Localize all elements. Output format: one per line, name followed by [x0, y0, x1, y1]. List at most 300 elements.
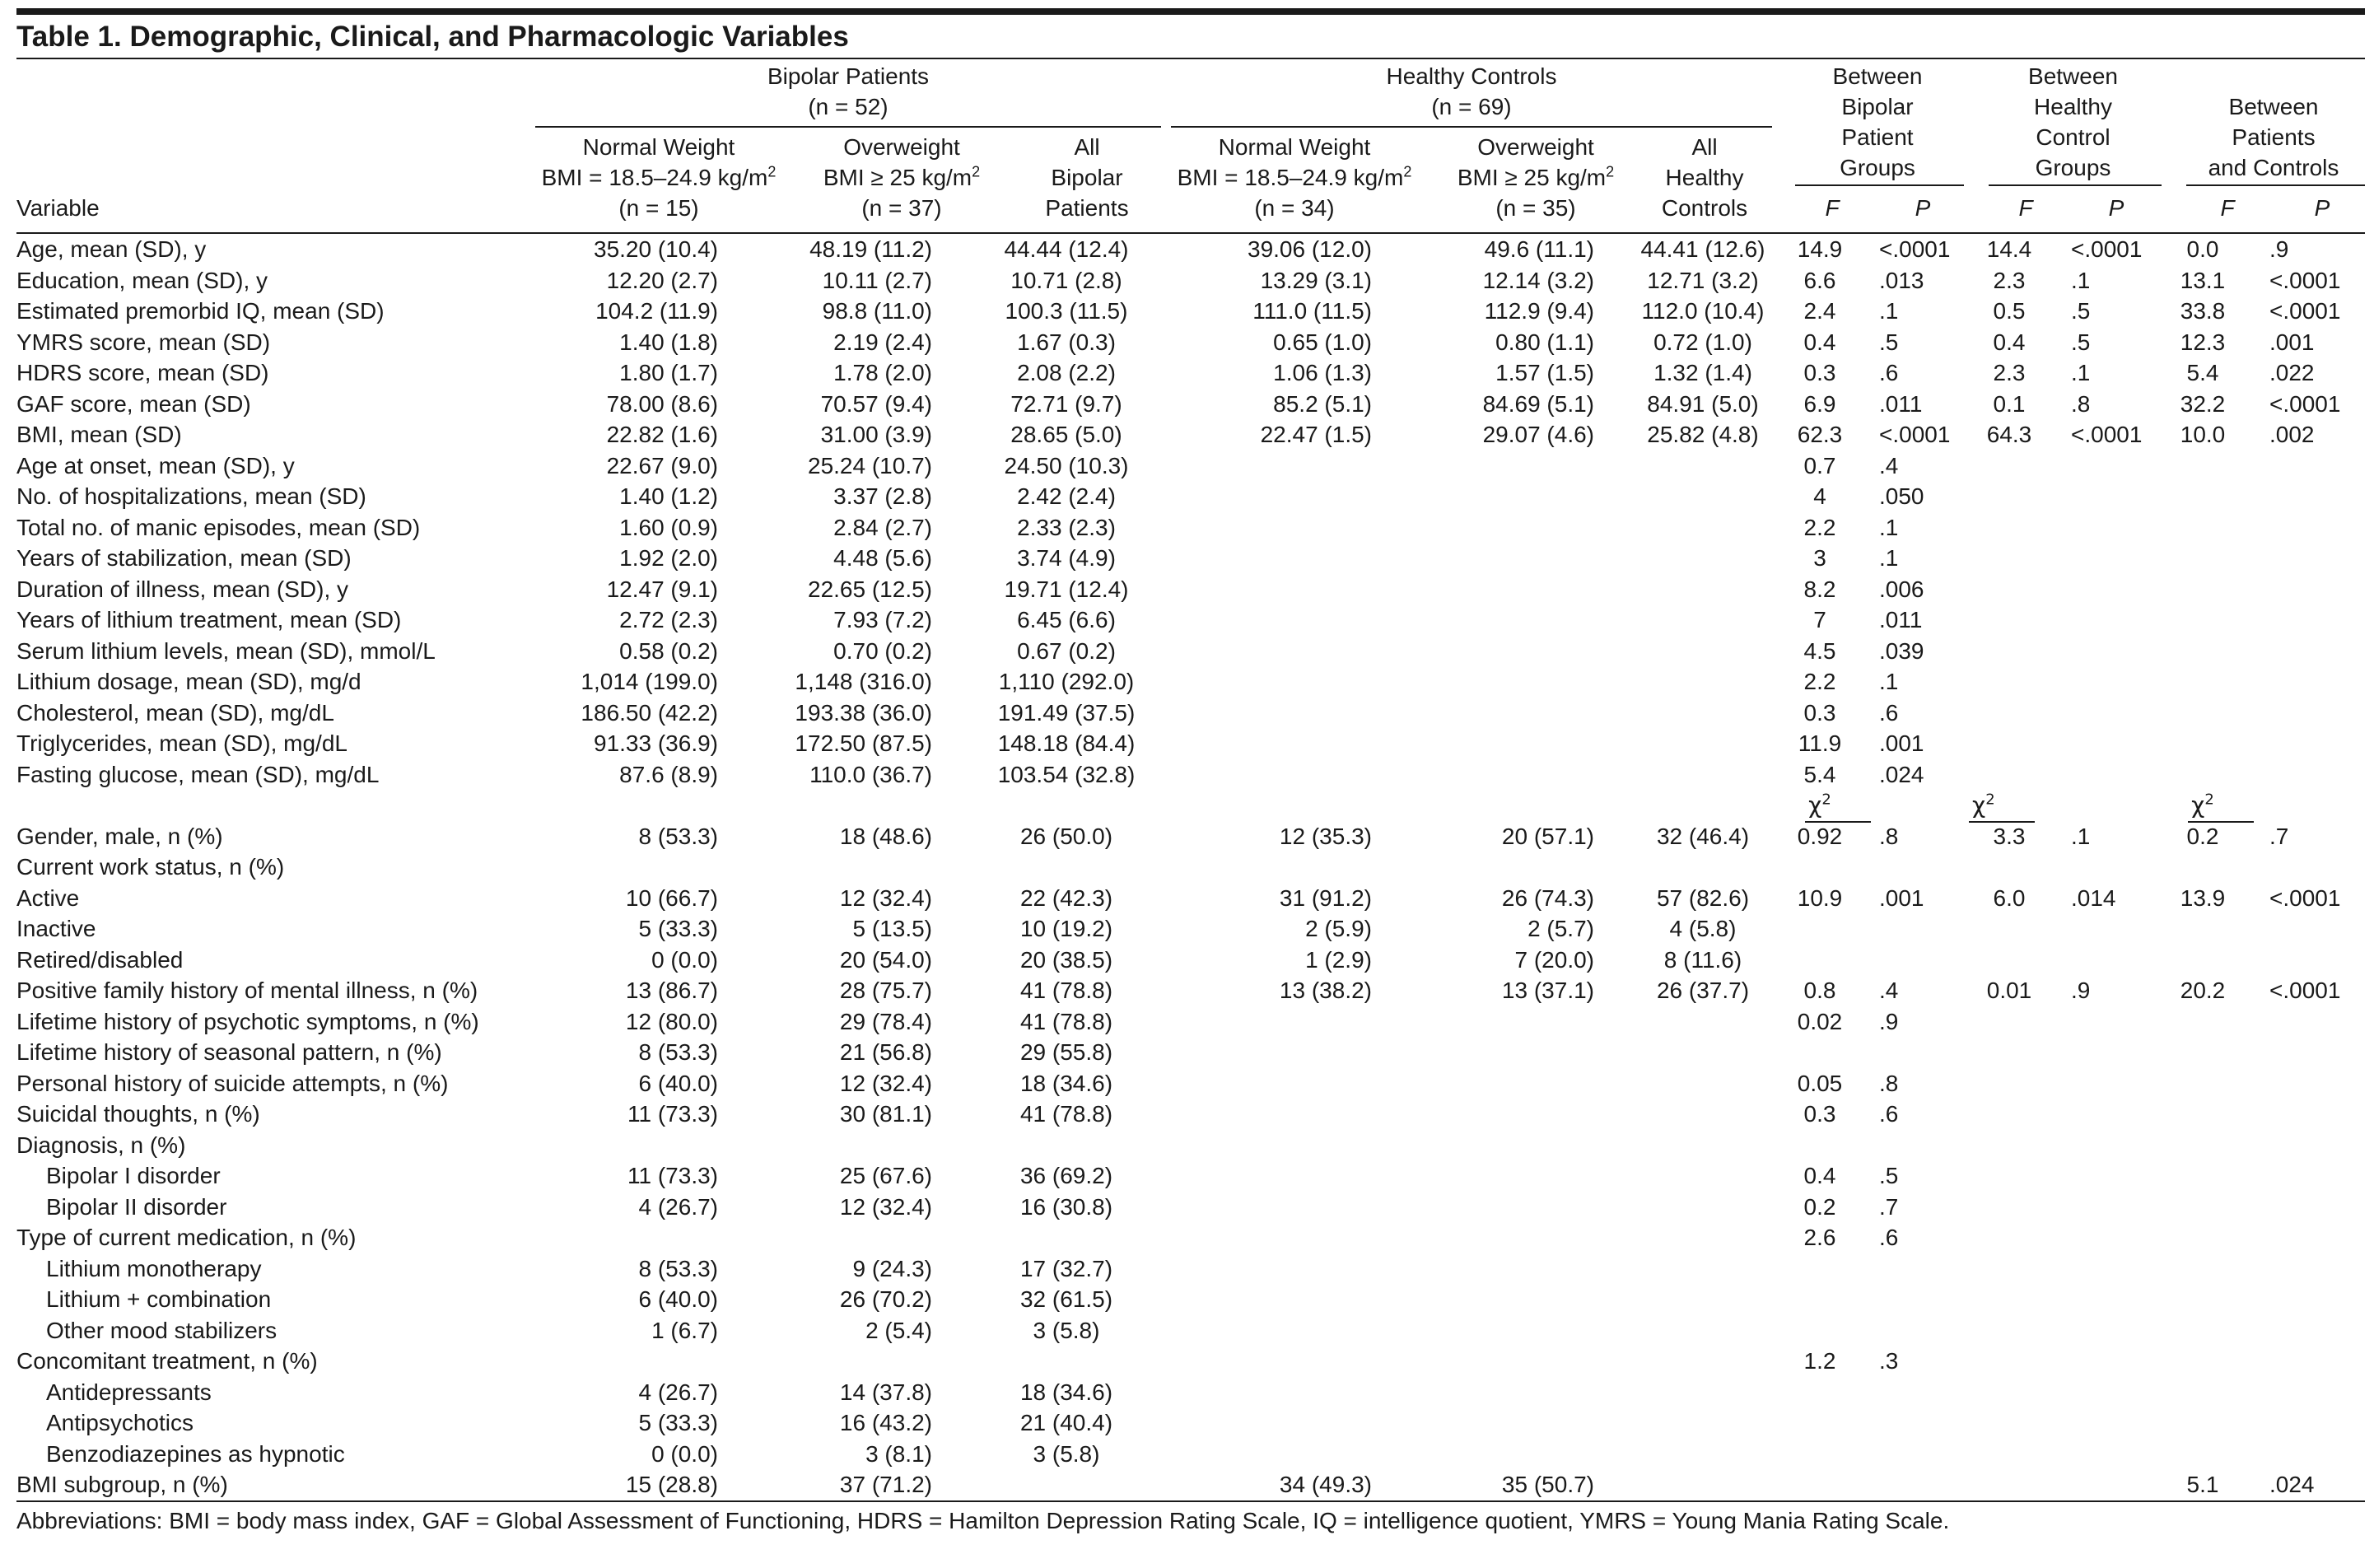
table-cell: 32 (46.4): [1656, 823, 1750, 849]
bipolar-group-heading: Bipolar Patients: [767, 63, 930, 89]
table-cell: 25 (67.6): [839, 1163, 932, 1188]
table-row: [16, 296, 2365, 327]
table-cell: 29 (55.8): [1019, 1039, 1113, 1065]
table-cell: .014: [2071, 884, 2116, 911]
table-cell: 11 (73.3): [627, 1101, 718, 1127]
table-cell: 41 (78.8): [1019, 1101, 1113, 1127]
table-cell: 35.20 (10.4): [594, 236, 718, 262]
row-label: Antipsychotics: [46, 1410, 194, 1435]
table-cell: 6 (40.0): [638, 1286, 718, 1312]
table-cell: 70.57 (9.4): [820, 390, 932, 417]
table-cell: [2248, 1222, 2365, 1253]
table-cell: 0 (0.0): [651, 1440, 718, 1467]
table-cell: [1779, 913, 1861, 945]
table-cell: [1972, 728, 2046, 759]
table-cell: [2248, 945, 2365, 976]
table-cell: 104.2 (11.9): [595, 298, 718, 324]
table-cell: [2046, 1439, 2157, 1470]
table-cell: [1627, 1192, 1779, 1223]
table-cell: 30 (81.1): [839, 1101, 932, 1127]
table-cell: <.0001: [2269, 978, 2341, 1003]
table-cell: 2.08 (2.2): [1017, 360, 1116, 385]
row-label: BMI, mean (SD): [16, 422, 182, 447]
row-label: Type of current medication, n (%): [16, 1225, 357, 1250]
table-cell: [1627, 1439, 1779, 1470]
table-cell: [1425, 450, 1627, 482]
table-cell: 0.70 (0.2): [833, 637, 932, 664]
table-cell: [2157, 543, 2248, 574]
table-cell: [1972, 1284, 2046, 1315]
table-row: [16, 481, 2365, 512]
table-cell: [2046, 1006, 2157, 1038]
table-cell: 7: [1813, 607, 1826, 632]
table-cell: 5.4: [1803, 761, 1836, 787]
table-cell: [1972, 1377, 2046, 1408]
bipolar-spanner-rule: [535, 126, 1161, 128]
table-cell: [1425, 1099, 1627, 1130]
table-cell: [1627, 1006, 1779, 1038]
col-bp-all-l2: Bipolar: [1051, 165, 1123, 190]
col-hc-all-l2: Healthy: [1665, 165, 1744, 190]
continuous-rows: [16, 234, 2365, 790]
table-cell: 13 (86.7): [625, 978, 718, 1003]
table-cell: [2157, 1439, 2248, 1470]
table-cell: [1779, 945, 1861, 976]
top-rule: [16, 8, 2365, 15]
table-cell: [1627, 1377, 1779, 1408]
table-cell: 4: [1813, 483, 1826, 509]
table-cell: [1161, 1439, 1425, 1470]
table-cell: 2.84 (2.7): [833, 514, 932, 540]
table-cell: 10.11 (2.7): [822, 267, 932, 293]
table-cell: [2046, 1253, 2157, 1285]
table-cell: [1161, 1130, 1425, 1161]
col-between-pc-l1: Between: [2228, 94, 2319, 119]
table-cell: [1972, 1469, 2046, 1501]
table-cell: [1627, 1407, 1779, 1439]
table-cell: .024: [1879, 761, 1924, 787]
col-between-pc-f: F: [2220, 195, 2235, 221]
table-cell: .039: [1879, 637, 1924, 664]
col-between-hc-l3: Control: [2036, 124, 2110, 150]
table-cell: [1972, 1130, 2046, 1161]
table-cell: 18 (34.6): [1019, 1379, 1113, 1405]
table-cell: [2157, 913, 2248, 945]
table-cell: 2.6: [1803, 1225, 1836, 1250]
table-row: [16, 790, 2365, 821]
table-cell: .013: [1879, 267, 1924, 293]
table-cell: [1161, 1160, 1425, 1192]
table-cell: [1425, 512, 1627, 544]
table-cell: 3 (5.8): [1033, 1317, 1100, 1343]
table-cell: 10.0: [2180, 422, 2226, 447]
table-cell: .8: [1879, 823, 1899, 849]
table-cell: [1161, 1068, 1425, 1099]
table-cell: [1161, 1407, 1425, 1439]
table-cell: .002: [2269, 422, 2315, 447]
table-cell: 32.2: [2180, 390, 2226, 417]
table-cell: [1161, 852, 1425, 883]
table-cell: 7 (20.0): [1514, 946, 1594, 973]
table-cell: [1161, 574, 1425, 605]
table-cell: 18 (34.6): [1019, 1070, 1113, 1096]
table-row: [16, 1068, 2365, 1099]
col-between-bp-l1: Between: [1832, 63, 1923, 89]
row-label: Duration of illness, mean (SD), y: [16, 576, 349, 602]
table-cell: [2248, 1099, 2365, 1130]
table-cell: [2248, 543, 2365, 574]
footnote: Abbreviations: BMI = body mass index, GAF = Global Assessment of Functioning, HDRS = Hamilton Depression Rating Scale, IQ = intelligence quotient, YMRS = Young Mania Rating Scale.: [16, 1507, 1950, 1533]
table-cell: 48.19 (11.2): [809, 236, 932, 262]
table-cell: <.0001: [1879, 422, 1951, 447]
table-row: [16, 883, 2365, 914]
table-cell: 10 (19.2): [1019, 916, 1113, 941]
table-cell: .5: [1879, 329, 1899, 355]
chi-label-hc: $\chi^2$: [1972, 790, 2046, 821]
table-row: [16, 636, 2365, 667]
row-label: Cholesterol, mean (SD), mg/dL: [16, 699, 334, 726]
table-cell: [1627, 1068, 1779, 1099]
table-cell: 2.42 (2.4): [1017, 483, 1116, 509]
table-cell: [552, 1346, 767, 1377]
table-cell: 111.0 (11.5): [1252, 298, 1372, 324]
table-cell: <.0001: [2269, 267, 2341, 293]
table-cell: 0.01: [1986, 978, 2032, 1003]
table-cell: [2046, 481, 2157, 512]
table-cell: [2046, 1037, 2157, 1068]
table-cell: [2248, 728, 2365, 759]
table-cell: 2 (5.9): [1305, 916, 1372, 941]
table-cell: .1: [2071, 823, 2091, 849]
table-cell: [1972, 636, 2046, 667]
table-cell: [1161, 1222, 1425, 1253]
table-cell: 12.20 (2.7): [606, 267, 718, 293]
table-cell: [2157, 1222, 2248, 1253]
table-cell: [1161, 636, 1425, 667]
table-cell: [1972, 759, 2046, 791]
table-cell: .022: [2269, 360, 2315, 385]
table-cell: [2248, 1160, 2365, 1192]
table-cell: 12 (35.3): [1279, 823, 1372, 849]
col-bp-all-l1: All: [1074, 134, 1100, 160]
table-cell: 4 (26.7): [638, 1193, 718, 1220]
table-row: [16, 1192, 2365, 1223]
table-cell: [1161, 1346, 1425, 1377]
table-row: [16, 1315, 2365, 1346]
table-cell: 0.2: [1803, 1193, 1836, 1220]
row-label: Current work status, n (%): [16, 854, 285, 880]
col-hc-all-l3: Controls: [1661, 195, 1748, 221]
col-hc-over-l1: Overweight: [1477, 134, 1594, 160]
table-cell: 110.0 (36.7): [809, 761, 932, 787]
table-cell: [2157, 574, 2248, 605]
table-cell: [2157, 636, 2248, 667]
table-cell: 87.6 (8.9): [619, 761, 718, 787]
row-label: Benzodiazepines as hypnotic: [46, 1440, 345, 1467]
table-cell: [1161, 450, 1425, 482]
table-cell: .7: [1879, 1193, 1899, 1220]
chi-label-bp: $\chi^2$: [1779, 790, 1861, 821]
table-cell: [1861, 1439, 1972, 1470]
table-cell: .4: [1879, 978, 1899, 1003]
table-row: [16, 1346, 2365, 1377]
table-cell: .6: [1879, 699, 1899, 726]
table-cell: [1161, 1377, 1425, 1408]
table-cell: 13.9: [2180, 884, 2226, 911]
table-cell: .001: [1879, 884, 1924, 911]
table-cell: [1779, 1037, 1861, 1068]
table-cell: [1627, 1099, 1779, 1130]
row-label: Serum lithium levels, mean (SD), mmol/L: [16, 637, 436, 664]
table-cell: [1779, 1284, 1861, 1315]
table-cell: [2046, 450, 2157, 482]
row-label: Triglycerides, mean (SD), mg/dL: [16, 730, 347, 756]
table-cell: [1161, 666, 1425, 698]
table-cell: [552, 852, 767, 883]
table-cell: [1425, 1315, 1627, 1346]
table-cell: [2046, 1130, 2157, 1161]
col-bp-over-l1: Overweight: [843, 134, 960, 160]
table-row: [16, 913, 2365, 945]
data-table: [16, 234, 2365, 1502]
row-label: Concomitant treatment, n (%): [16, 1348, 318, 1374]
table-cell: 1.40 (1.8): [619, 329, 718, 355]
table-cell: 37 (71.2): [839, 1472, 932, 1497]
table-cell: [1972, 945, 2046, 976]
table-cell: [1425, 1439, 1627, 1470]
table-cell: [2046, 1469, 2157, 1501]
table-cell: [2046, 636, 2157, 667]
table-cell: 4.5: [1803, 637, 1836, 664]
col-between-hc-p: P: [2108, 195, 2124, 221]
col-variable: Variable: [16, 195, 100, 221]
col-between-pc-l3: and Controls: [2208, 155, 2339, 180]
col-hc-normal-l1: Normal Weight: [1218, 134, 1371, 160]
table-cell: [1161, 1315, 1425, 1346]
row-label: Personal history of suicide attempts, n (%): [16, 1070, 449, 1096]
col-between-hc-l2: Healthy: [2034, 94, 2112, 119]
table-cell: .5: [1879, 1163, 1899, 1188]
table-cell: [2046, 1160, 2157, 1192]
table-cell: [1627, 1222, 1779, 1253]
row-label: Years of stabilization, mean (SD): [16, 545, 352, 571]
table-cell: [2157, 1377, 2248, 1408]
table-cell: 12 (80.0): [625, 1008, 718, 1034]
table-cell: 2.2: [1803, 669, 1836, 694]
table-cell: <.0001: [2269, 884, 2341, 911]
table-cell: [1779, 1130, 1861, 1161]
table-cell: [1627, 852, 1779, 883]
row-label: Age at onset, mean (SD), y: [16, 452, 295, 478]
table-cell: [1861, 1315, 1972, 1346]
table-cell: [2248, 1315, 2365, 1346]
table-cell: [2248, 698, 2365, 729]
table-cell: 19.71 (12.4): [1004, 576, 1129, 602]
col-hc-normal-l2: BMI = 18.5–24.9 $kg/m^2$: [1177, 163, 1412, 190]
table-cell: 148.18 (84.4): [997, 730, 1136, 756]
table-cell: 22.82 (1.6): [606, 422, 718, 447]
chi-label-pc: $\chi^2$: [2157, 790, 2248, 821]
table-cell: 12 (32.4): [839, 884, 932, 911]
table-cell: .6: [1879, 360, 1899, 385]
table-cell: [1861, 913, 1972, 945]
table-cell: [1425, 1037, 1627, 1068]
table-cell: [1972, 604, 2046, 636]
col-between-bp-l4: Groups: [1840, 155, 1915, 180]
table-cell: [1425, 1407, 1627, 1439]
table-cell: .1: [1879, 514, 1899, 540]
table-cell: [1972, 1407, 2046, 1439]
table-cell: [1161, 604, 1425, 636]
table-row: [16, 327, 2365, 358]
row-label: Positive family history of mental illness, n (%): [16, 978, 478, 1003]
table-row: [16, 1160, 2365, 1192]
table-cell: [1161, 698, 1425, 729]
row-label: Fasting glucose, mean (SD), mg/dL: [16, 761, 380, 787]
table-cell: [1972, 1160, 2046, 1192]
table-row: [16, 821, 2365, 852]
table-cell: 0.65 (1.0): [1273, 329, 1372, 355]
table-cell: [2157, 1346, 2248, 1377]
table-cell: 6.9: [1803, 390, 1836, 417]
table-cell: [1861, 852, 1972, 883]
col-between-hc-l1: Between: [2028, 63, 2118, 89]
table-cell: [1627, 1160, 1779, 1192]
table-cell: [2248, 913, 2365, 945]
table-cell: 2.33 (2.3): [1017, 514, 1116, 540]
table-cell: 6 (40.0): [638, 1070, 718, 1096]
table-cell: [2046, 852, 2157, 883]
table-cell: 33.8: [2180, 298, 2226, 324]
table-cell: 18 (48.6): [839, 823, 932, 849]
table-cell: 44.41 (12.6): [1640, 236, 1765, 262]
table-cell: 5.1: [2186, 1472, 2219, 1497]
table-cell: 11 (73.3): [627, 1163, 718, 1188]
row-label: Inactive: [16, 916, 96, 941]
table-cell: 0.0: [2186, 236, 2219, 262]
table-cell: [1425, 759, 1627, 791]
table-cell: [1627, 604, 1779, 636]
row-label: Suicidal thoughts, n (%): [16, 1101, 260, 1127]
table-cell: 72.71 (9.7): [1010, 390, 1122, 417]
table-cell: 0.7: [1803, 452, 1836, 478]
table-cell: [1972, 481, 2046, 512]
table-cell: [1972, 913, 2046, 945]
table-cell: [2157, 1284, 2248, 1315]
table-cell: [1627, 450, 1779, 482]
row-label: Gender, male, n (%): [16, 823, 223, 849]
table-cell: .050: [1879, 483, 1924, 509]
table-cell: [972, 852, 1161, 883]
table-cell: [2046, 1068, 2157, 1099]
table-cell: [1627, 666, 1779, 698]
table-cell: [1425, 1222, 1627, 1253]
table-cell: 0.58 (0.2): [619, 637, 718, 664]
table-cell: [2248, 1407, 2365, 1439]
table-cell: 12.14 (3.2): [1482, 267, 1594, 293]
table-cell: 0.3: [1803, 360, 1836, 385]
row-label: Lithium monotherapy: [46, 1255, 262, 1281]
row-label: Antidepressants: [46, 1379, 212, 1405]
table-cell: [2157, 1006, 2248, 1038]
table-cell: 78.00 (8.6): [606, 390, 718, 417]
table-cell: 11.9: [1798, 730, 1842, 756]
row-label: Lithium + combination: [46, 1286, 272, 1312]
table-cell: [972, 1469, 1161, 1501]
table-cell: [2046, 913, 2157, 945]
table-cell: [1861, 1253, 1972, 1285]
table-row: [16, 1130, 2365, 1161]
table-cell: [2157, 604, 2248, 636]
row-label: Lithium dosage, mean (SD), mg/d: [16, 669, 361, 694]
table-cell: 2.72 (2.3): [619, 607, 718, 632]
table-row: [16, 1377, 2365, 1408]
table-cell: [1627, 636, 1779, 667]
table-cell: .001: [1879, 730, 1924, 756]
table-cell: [1972, 574, 2046, 605]
row-label: Bipolar II disorder: [46, 1193, 227, 1220]
between-hc-rule: [1989, 184, 2162, 186]
table-cell: 186.50 (42.2): [581, 699, 718, 726]
table-row: [16, 1469, 2365, 1501]
table-cell: [2046, 543, 2157, 574]
table-cell: 5 (13.5): [852, 916, 932, 941]
row-label: Lifetime history of psychotic symptoms, n (%): [16, 1008, 479, 1034]
table-cell: [1972, 666, 2046, 698]
table-row: [16, 698, 2365, 729]
table-cell: .4: [1879, 452, 1899, 478]
table-cell: 10 (66.7): [625, 884, 718, 911]
table-cell: <.0001: [1879, 236, 1951, 262]
table-cell: 13 (37.1): [1501, 978, 1594, 1003]
table-cell: 0 (0.0): [651, 946, 718, 973]
table-row: [16, 1407, 2365, 1439]
col-bp-over-l3: (n = 37): [861, 195, 942, 221]
table-cell: [2157, 1253, 2248, 1285]
table-cell: 22 (42.3): [1019, 884, 1113, 911]
col-between-hc-l4: Groups: [2035, 155, 2111, 180]
table-cell: 34 (49.3): [1279, 1472, 1372, 1497]
table-cell: 14.9: [1797, 236, 1843, 262]
table-cell: 31 (91.2): [1279, 884, 1372, 911]
table-cell: 6.0: [1993, 884, 2026, 911]
table-cell: <.0001: [2071, 236, 2143, 262]
table-cell: [2157, 1037, 2248, 1068]
table-cell: 112.9 (9.4): [1484, 298, 1594, 324]
table-cell: 25.82 (4.8): [1647, 422, 1759, 447]
table-cell: 17 (32.7): [1019, 1255, 1113, 1281]
table-cell: .9: [1879, 1008, 1899, 1034]
table-cell: [2248, 759, 2365, 791]
table-cell: [2046, 698, 2157, 729]
table-cell: [2248, 574, 2365, 605]
table-cell: 0.5: [1993, 298, 2026, 324]
table-cell: [1161, 512, 1425, 544]
table-row: [16, 1253, 2365, 1285]
table-cell: 1,014 (199.0): [581, 669, 718, 694]
table-cell: [2046, 574, 2157, 605]
row-label: Age, mean (SD), y: [16, 236, 207, 262]
table-cell: [1972, 1439, 2046, 1470]
table-cell: 3.3: [1993, 823, 2026, 849]
table-cell: 41 (78.8): [1019, 1008, 1113, 1034]
table-cell: [1161, 1099, 1425, 1130]
table-cell: [1161, 543, 1425, 574]
table-cell: 6.45 (6.6): [1017, 607, 1116, 632]
col-between-bp-p: P: [1915, 195, 1931, 221]
table-cell: .1: [2071, 360, 2091, 385]
table-cell: 8 (53.3): [638, 1255, 718, 1281]
